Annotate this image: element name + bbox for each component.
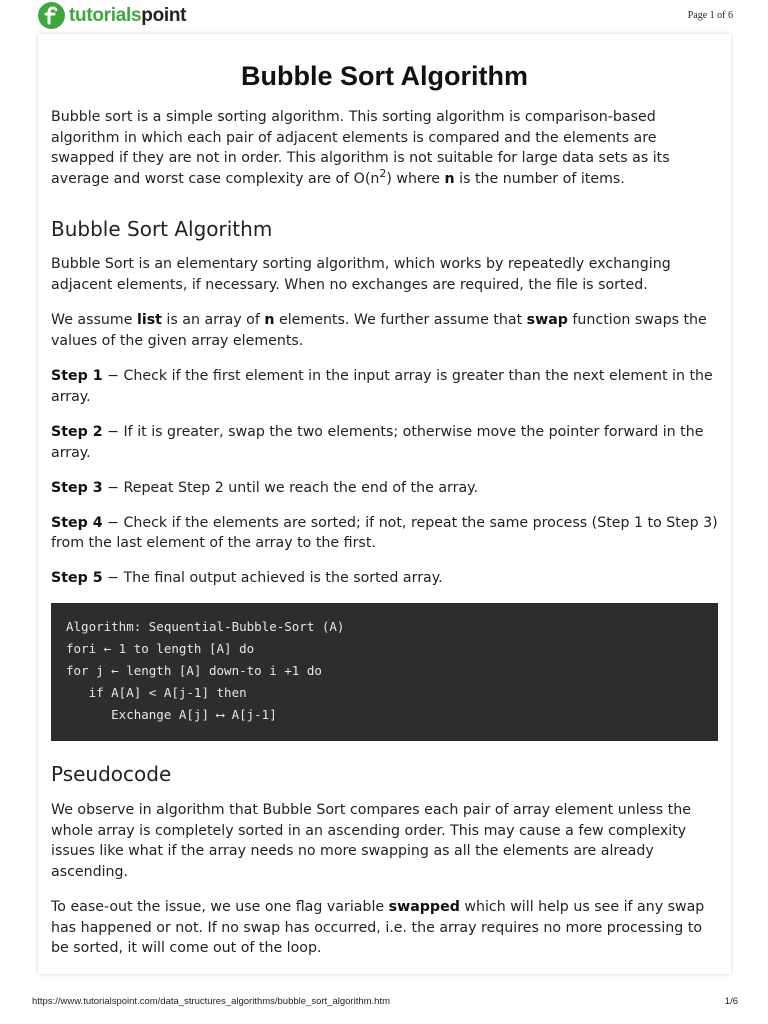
intro-paragraph: Bubble sort is a simple sorting algorithm. This sorting algorithm is comparison-based algorithm in which each pair of adjacent elements is compared and the elements are swapped if they are not in order. This algorithm is not suitable for large data sets as its average and worst case complexity are of $O(n^2)$ where n is the number of items. bbox=[51, 109, 670, 187]
code-line: if A[A] < A[j-1] then bbox=[66, 685, 247, 700]
section-heading-pseudocode: Pseudocode bbox=[51, 762, 172, 786]
code-line: Exchange A[j] ⟷ A[j-1] bbox=[66, 707, 277, 722]
step-3: Step 3 − Repeat Step 2 until we reach the end of the array. bbox=[51, 480, 479, 496]
footer-url-link[interactable]: https://www.tutorialspoint.com/data_structures_algorithms/bubble_sort_algorithm.htm bbox=[32, 996, 391, 1007]
code-line: fori ← 1 to length [A] do bbox=[66, 641, 255, 656]
step-5: Step 5 − The final output achieved is the sorted array. bbox=[51, 569, 443, 586]
article-content bbox=[51, 34, 718, 959]
code-block bbox=[51, 603, 718, 741]
section-heading-algorithm: Bubble Sort Algorithm bbox=[51, 217, 273, 241]
step-1: Step 1 − Check if the first element in the input array is greater than the next element in the array. bbox=[51, 368, 713, 405]
code-line: for j ← length [A] down-to i +1 do bbox=[66, 663, 322, 678]
footer-page-number: 1/6 bbox=[724, 996, 738, 1007]
logo-icon bbox=[38, 2, 65, 29]
assumption-paragraph: We assume list is an array of n elements. We further assume that swap function swaps the values of the given array elements. bbox=[51, 312, 707, 349]
code-line: Algorithm: Sequential-Bubble-Sort (A) bbox=[66, 619, 345, 634]
document-page bbox=[38, 34, 731, 974]
step-2: Step 2 − If it is greater, swap the two elements; otherwise move the pointer forward in the array. bbox=[51, 424, 704, 461]
tutorialspoint-logo[interactable] bbox=[38, 2, 186, 29]
algorithm-description: Bubble Sort is an elementary sorting algorithm, which works by repeatedly exchanging adjacent elements, if necessary. When no exchanges are required, the file is sorted. bbox=[51, 256, 671, 293]
page-title: Bubble Sort Algorithm bbox=[241, 61, 528, 91]
step-4: Step 4 − Check if the elements are sorted; if not, repeat the same process (Step 1 to Step 3) from the last element of the array to the first. bbox=[51, 514, 718, 551]
page-indicator: Page 1 of 6 bbox=[687, 10, 733, 21]
pseudocode-paragraph: We observe in algorithm that Bubble Sort compares each pair of array element unless the whole array is completely sorted in an ascending order. This may cause a few complexity issues like what if the array needs no more swapping as all the elements are already ascending. bbox=[51, 802, 691, 880]
page-header bbox=[0, 0, 768, 34]
swapped-flag-paragraph: To ease-out the issue, we use one flag variable swapped which will help us see if any swap has happened or not. If no swap has occurred, i.e. the array requires no more processing to be sorted, it will come out of the loop. bbox=[51, 899, 705, 956]
logo-text: tutorialspoint bbox=[69, 4, 187, 26]
